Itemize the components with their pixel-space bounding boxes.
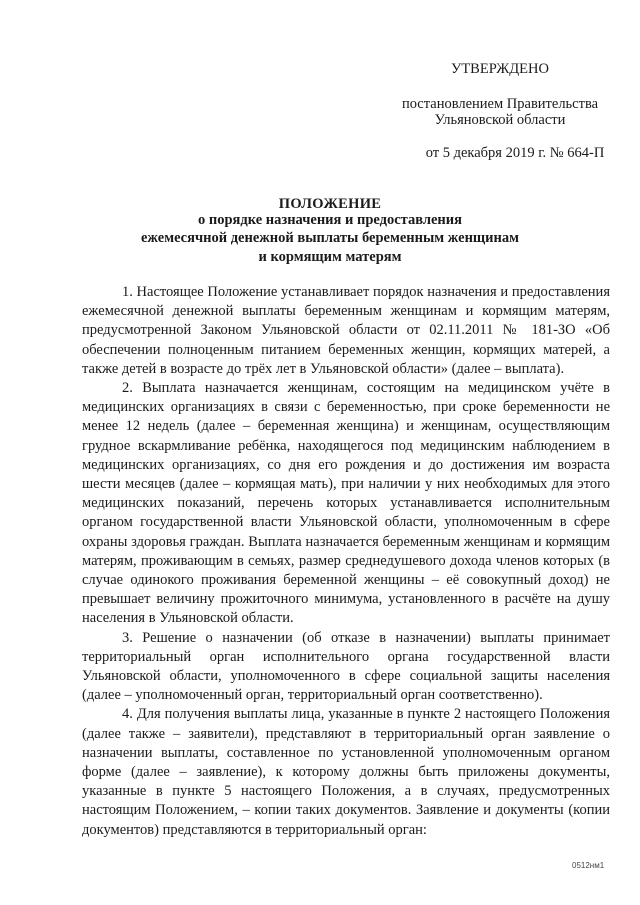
document-subtitle-line-3: и кормящим матерям [258,249,402,265]
approval-date-number: от 5 декабря 2019 г. № 664-П [425,145,605,161]
document-title: ПОЛОЖЕНИЕ [278,196,382,212]
document-body [82,283,610,840]
paragraph-3: 3. Решение о назначении (об отказе в назначении) выплаты принимает территориальный орган исполнительного органа государственной власти Ульяновской области, уполномоченного в сфере социальной защиты населения (далее – уполномоченный орган, территориальный орган соответственно). [82,629,610,704]
paragraph-2: 2. Выплата назначается женщинам, состоящим на медицинском учёте в медицинских организациях в связи с беременностью, при сроке беременности не менее 12 недель (далее – беременная женщина) и женщинам, осуществляющим грудное вскармливание ребёнка, находящегося под медицинским наблюдением в медицинских организациях, со дня его рождения и до достижения им возраста шести месяцев (далее – кормящая мать), при наличии у них необходимых для этого медицинских показаний, перечень которых устанавливается исполнительным органом государственной власти Ульяновской области, уполномоченным в сфере охраны здоровья граждан. Выплата назначается беременным женщинам и кормящим матерям, проживающим в семьях, размер среднедушевого дохода членов которых (в случае одинокого проживания беременной женщины – её совокупный доход) не превышает величину прожиточного минимума, установленного в расчёте на душу населения в Ульяновской области. [82,380,610,627]
approval-issuer-line: постановлением Правительства [401,96,599,112]
paragraph-1: 1. Настоящее Положение устанавливает порядок назначения и предоставления ежемесячной денежной выплаты беременным женщинам и кормящим матерям, предусмотренной Законом Ульяновской области от 02.11.2011 № 181-ЗО «Об обеспечении полноценным питанием беременных женщин, кормящих матерей, а также детей в возрасте до трёх лет в Ульяновской области» (далее – выплата). [82,284,610,377]
footer-document-code: 0512нм1 [572,861,605,870]
approval-title: УТВЕРЖДЕНО [451,61,549,77]
approval-region-line: Ульяновской области [434,112,566,128]
document-subtitle-line-1: о порядке назначения и предоставления [197,212,462,228]
document-subtitle-line-2: ежемесячной денежной выплаты беременным женщинам [141,230,519,246]
paragraph-4: 4. Для получения выплаты лица, указанные в пункте 2 настоящего Положения (далее также – заявители), представляют в территориальный орган заявление о назначении выплаты, составленное по установленной уполномоченным органом форме (далее – заявление), к которому должны быть приложены документы, указанные в пункте 5 настоящего Положения, а в случаях, предусмотренных настоящим Положением, – копии таких документов. Заявление и документы (копии документов) представляются в территориальный орган: [82,706,610,838]
